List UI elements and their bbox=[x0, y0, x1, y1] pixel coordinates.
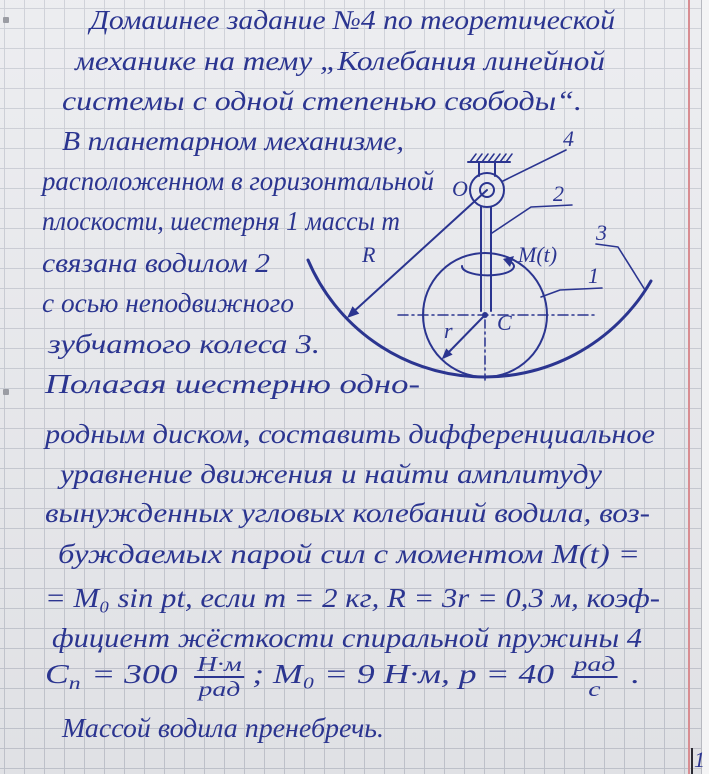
title-line-2: механике на тему „Колебания линейной bbox=[75, 46, 605, 76]
frequency-unit-fraction bbox=[571, 654, 618, 700]
task-line-6: зубчатого колеса 3. bbox=[48, 329, 320, 359]
title-line-3: системы с одной степенью свободы“. bbox=[62, 86, 582, 116]
task-line-8: родным диском, составить дифференциальное bbox=[45, 419, 655, 449]
formula-line bbox=[45, 654, 640, 700]
task-line-5: с осью неподвижного bbox=[42, 288, 294, 318]
gear-label: 1 bbox=[588, 263, 599, 288]
frequency-unit-denominator: с bbox=[588, 677, 601, 701]
stiffness-subscript: п bbox=[68, 673, 81, 694]
page-number-bracket bbox=[691, 748, 693, 774]
fixed-gear-leader-line bbox=[596, 244, 645, 290]
carrier-label: 2 bbox=[553, 181, 564, 206]
support-hatching bbox=[470, 154, 512, 162]
task-line-7: Полагая шестерню одно- bbox=[45, 369, 420, 399]
title-line-1: Домашнее задание №4 по теоретической bbox=[90, 5, 615, 35]
task-line-9: уравнение движения и найти амплитуду bbox=[60, 459, 602, 489]
spring-leader-line bbox=[503, 150, 566, 181]
stiffness-unit-numerator: Н·м bbox=[194, 654, 244, 678]
center-label: C bbox=[497, 310, 512, 335]
gear-leader-line bbox=[541, 288, 602, 297]
stiffness-unit-denominator: рад bbox=[198, 677, 241, 701]
moment-arc bbox=[462, 261, 514, 275]
moment-and-frequency-values: ; M₀ = 9 Н·м, p = 40 bbox=[252, 659, 555, 690]
moment-arrowhead bbox=[503, 256, 514, 267]
stiffness-symbol: C bbox=[45, 659, 69, 690]
fixed-gear-label: 3 bbox=[596, 220, 607, 245]
frequency-unit-numerator: рад bbox=[571, 654, 618, 678]
final-line: Массой водила пренебречь. bbox=[62, 713, 384, 743]
task-line-1: В планетарном механизме, bbox=[62, 126, 404, 156]
moment-label: M(t) bbox=[518, 242, 558, 267]
small-radius-label: r bbox=[444, 318, 453, 343]
spring-label: 4 bbox=[563, 126, 574, 151]
pivot-label: O bbox=[452, 176, 468, 201]
task-line-11: буждаемых парой сил с моментом M(t) = bbox=[58, 539, 640, 569]
task-line-13: фициент жёсткости спиральной пружины 4 bbox=[52, 623, 642, 653]
task-line-12: = M₀ sin pt, если m = 2 кг, R = 3r = 0,3 м, коэф- bbox=[45, 583, 660, 613]
stiffness-unit-fraction bbox=[194, 654, 244, 700]
task-line-2: расположенном в горизонтальной bbox=[42, 166, 434, 196]
task-line-10: вынужденных угловых колебаний водила, воз- bbox=[45, 498, 650, 528]
formula-end-period: . bbox=[631, 659, 640, 690]
fixed-gear-arc bbox=[308, 260, 651, 377]
page-number: 1 bbox=[694, 747, 705, 772]
big-radius-label: R bbox=[362, 242, 376, 267]
carrier-leader-line bbox=[492, 205, 572, 233]
stiffness-value: = 300 bbox=[91, 659, 178, 690]
task-line-4: связана водилом 2 bbox=[42, 248, 270, 278]
task-line-3: плоскости, шестерня 1 массы m bbox=[42, 206, 400, 236]
